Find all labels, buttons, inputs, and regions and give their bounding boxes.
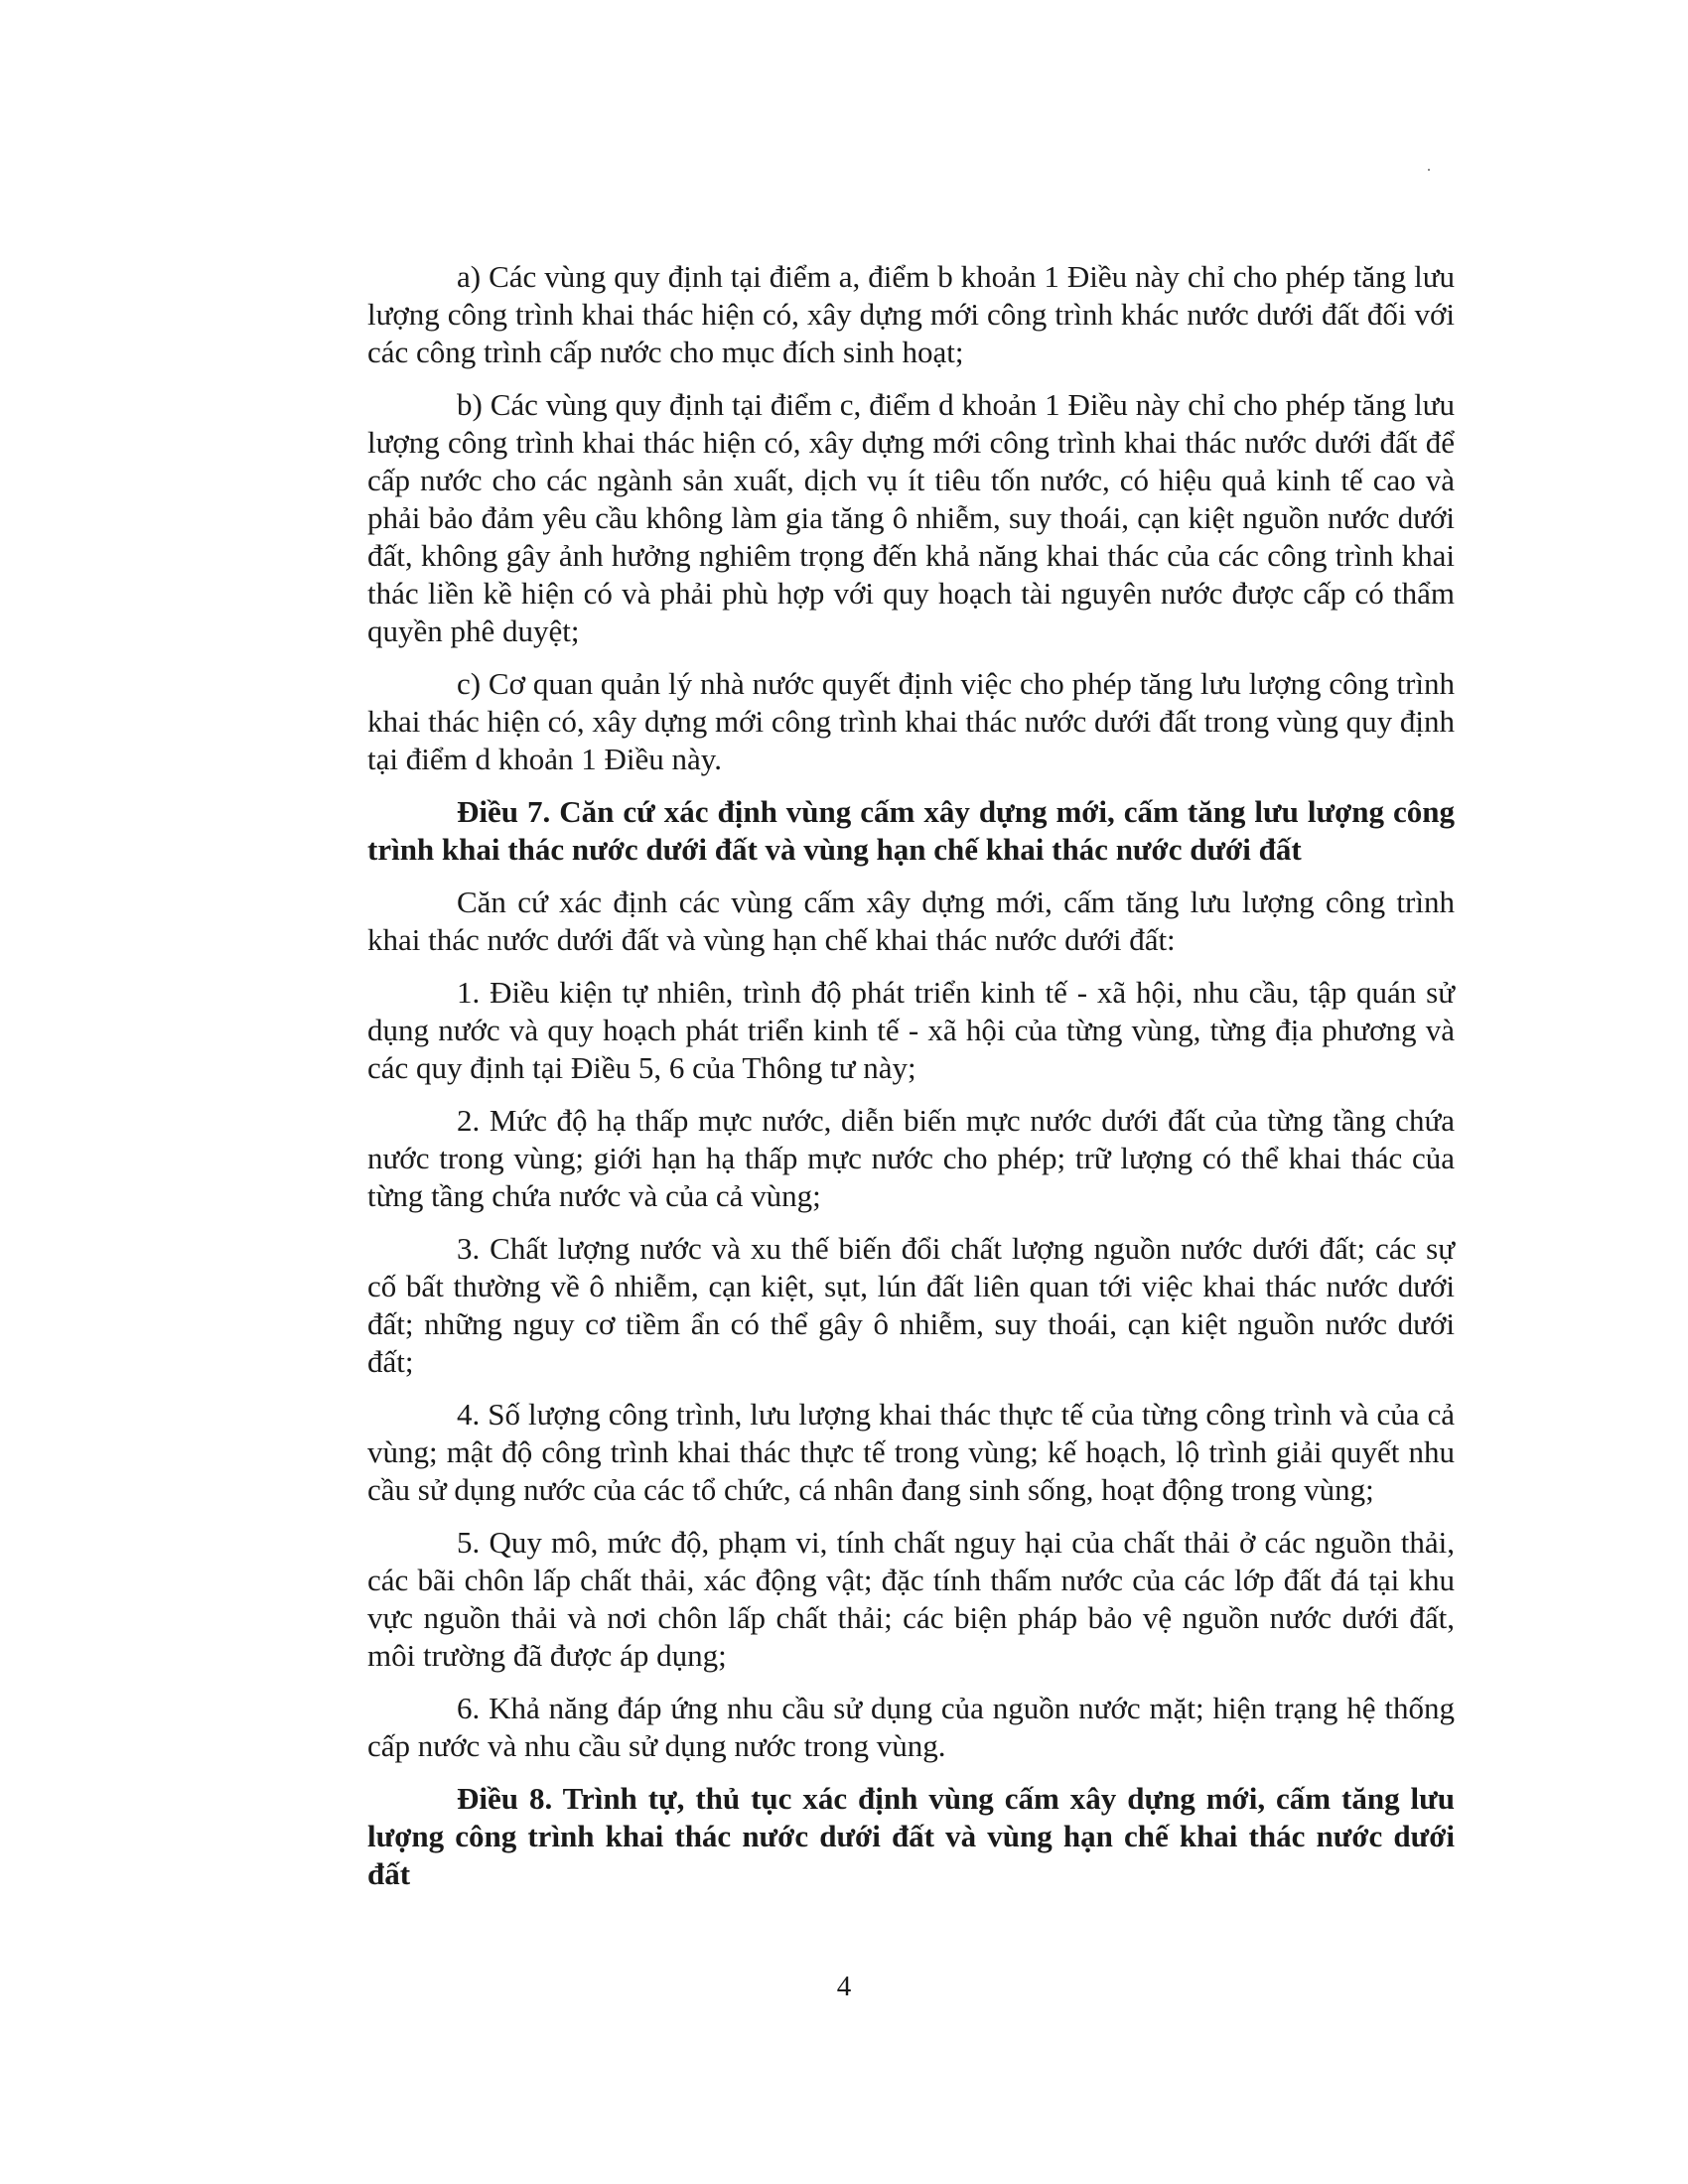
document-body bbox=[367, 258, 1455, 1908]
paragraph-6-2b: b) Các vùng quy định tại điểm c, điểm d khoản 1 Điều này chỉ cho phép tăng lưu lượng công trình khai thác hiện có, xây dựng mới công trình khai thác nước dưới đất để cấp nước cho các ngành sản xuất, dịch vụ ít tiêu tốn nước, có hiệu quả kinh tế cao và phải bảo đảm yêu cầu không làm gia tăng ô nhiễm, suy thoái, cạn kiệt nguồn nước dưới đất, không gây ảnh hưởng nghiêm trọng đến khả năng khai thác của các công trình khai thác liền kề hiện có và phải phù hợp với quy hoạch tài nguyên nước được cấp có thẩm quyền phê duyệt; bbox=[367, 387, 1455, 648]
paragraph-6-2a: a) Các vùng quy định tại điểm a, điểm b khoản 1 Điều này chỉ cho phép tăng lưu lượng công trình khai thác hiện có, xây dựng mới công trình khác nước dưới đất đối với các công trình cấp nước cho mục đích sinh hoạt; bbox=[367, 259, 1455, 369]
article-7-item-2: 2. Mức độ hạ thấp mực nước, diễn biến mực nước dưới đất của từng tầng chứa nước trong vùng; giới hạn hạ thấp mực nước cho phép; trữ lượng có thể khai thác của từng tầng chứa nước và của cả vùng; bbox=[367, 1103, 1455, 1213]
article-7-item-3: 3. Chất lượng nước và xu thế biến đổi chất lượng nguồn nước dưới đất; các sự cố bất thường về ô nhiễm, cạn kiệt, sụt, lún đất liên quan tới việc khai thác nước dưới đất; những nguy cơ tiềm ẩn có thể gây ô nhiễm, suy thoái, cạn kiệt nguồn nước dưới đất; bbox=[367, 1231, 1455, 1379]
article-7-intro: Căn cứ xác định các vùng cấm xây dựng mới, cấm tăng lưu lượng công trình khai thác nước dưới đất và vùng hạn chế khai thác nước dưới đất: bbox=[367, 885, 1455, 957]
paragraph-6-2c: c) Cơ quan quản lý nhà nước quyết định việc cho phép tăng lưu lượng công trình khai thác hiện có, xây dựng mới công trình khai thác nước dưới đất trong vùng quy định tại điểm d khoản 1 Điều này. bbox=[367, 666, 1455, 776]
article-7-item-1: 1. Điều kiện tự nhiên, trình độ phát triển kinh tế - xã hội, nhu cầu, tập quán sử dụng nước và quy hoạch phát triển kinh tế - xã hội của từng vùng, từng địa phương và các quy định tại Điều 5, 6 của Thông tư này; bbox=[367, 975, 1455, 1085]
article-7-heading: Điều 7. Căn cứ xác định vùng cấm xây dựng mới, cấm tăng lưu lượng công trình khai thác nước dưới đất và vùng hạn chế khai thác nước dưới đất bbox=[367, 794, 1455, 867]
scan-speck bbox=[1428, 169, 1430, 171]
article-7-item-6: 6. Khả năng đáp ứng nhu cầu sử dụng của nguồn nước mặt; hiện trạng hệ thống cấp nước và nhu cầu sử dụng nước trong vùng. bbox=[367, 1691, 1455, 1763]
article-8-heading: Điều 8. Trình tự, thủ tục xác định vùng cấm xây dựng mới, cấm tăng lưu lượng công trình khai thác nước dưới đất và vùng hạn chế khai thác nước dưới đất bbox=[367, 1781, 1455, 1891]
article-7-item-5: 5. Quy mô, mức độ, phạm vi, tính chất nguy hại của chất thải ở các nguồn thải, các bãi chôn lấp chất thải, xác động vật; đặc tính thấm nước của các lớp đất đá tại khu vực nguồn thải và nơi chôn lấp chất thải; các biện pháp bảo vệ nguồn nước dưới đất, môi trường đã được áp dụng; bbox=[367, 1525, 1455, 1673]
article-7-item-4: 4. Số lượng công trình, lưu lượng khai thác thực tế của từng công trình và của cả vùng; mật độ công trình khai thác thực tế trong vùng; kế hoạch, lộ trình giải quyết nhu cầu sử dụng nước của các tổ chức, cá nhân đang sinh sống, hoạt động trong vùng; bbox=[367, 1397, 1455, 1507]
page-number: 4 bbox=[836, 1971, 852, 2002]
